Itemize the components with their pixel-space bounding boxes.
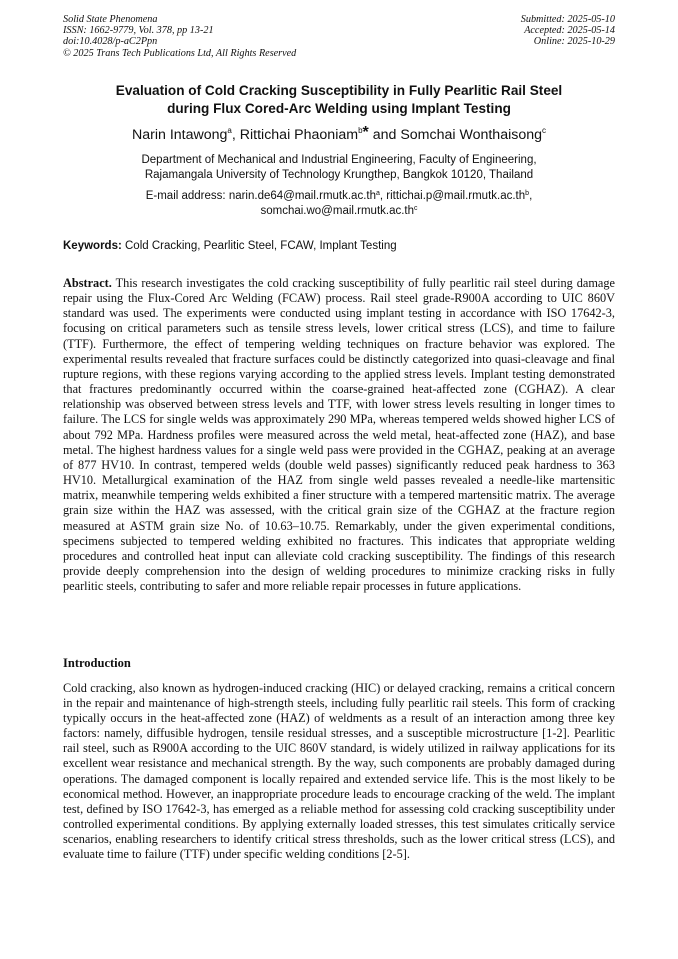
author-name: Somchai Wonthaisong	[400, 127, 543, 143]
author-affil-mark: a	[227, 126, 232, 135]
title-line-2: during Flux Cored-Arc Welding using Implant Testing	[167, 101, 511, 116]
journal-name: Solid State Phenomena	[63, 14, 158, 25]
abstract-text: This research investigates the cold cracking susceptibility of fully pearlitic rail steel during damage repair using the Flux-Cored Arc Welding (FCAW) process. Rail steel grade-R900A according to UIC 860V standard was used. The experiments were conducted using implant testing in accordance with ISO 17642-3, focusing on critical parameters such as tensile stress levels, lower critical stress (LCS), and time to failure (TTF). Furthermore, the effect of tempering welding techniques on fracture behavior was explored. The experimental results revealed that fracture surfaces could be distinctly categorized into quasi-cleavage and final rupture regions, with these regions varying according to the applied stress levels. Implant testing demonstrated that fractures predominantly occurred within the coarse-grained heat-affected zone (CGHAZ). A clear relationship was observed between stress levels and TTF, with lower stress levels resulting in longer times to failure. The LCS for single welds was approximately 290 MPa, whereas tempered welds showed higher LCS of about 792 MPa. Hardness profiles were measured across the weld metal, heat-affected zone (HAZ), and base metal. The highest hardness values for a single weld pass were provided in the CGHAZ, peaking at an average of 877 HV10. In contrast, tempered welds (double weld passes) significantly reduced peak hardness to 363 HV10. Metallurgical examination of the HAZ from single weld passes revealed a needle-like martensitic matrix, meanwhile tempering welds exhibited a finer structure with a tempered martensitic matrix. The average grain size within the HAZ was assessed, with the critical grain size of the CGHAZ at the fracture region measured at ASTM grain size No. of 10.63–10.75. Remarkably, under the given experimental conditions, specimens subjected to tempered welding exhibited no fractures. This indicates that appropriate welding procedures and controlled heat input can alleviate cold cracking susceptibility. The findings of this research provide deeply comprehension into the design of welding procedures to minimize cracking risks in fully pearlitic steels, contributing to safer and more reliable repair processes in future applications.	[63, 276, 615, 594]
issn-line: ISSN: 1662-9779, Vol. 378, pp 13-21	[63, 25, 214, 37]
corresponding-author-star: *	[362, 124, 369, 141]
keywords	[63, 239, 615, 254]
doi-line: doi:10.4028/p-aC2Ppn	[63, 36, 158, 48]
author-affil-mark: c	[542, 126, 547, 135]
author-list	[63, 126, 615, 144]
email-affil-mark: c	[414, 205, 418, 212]
email-affil-mark: b	[525, 190, 530, 197]
email-address[interactable]: somchai.wo@mail.rmutk.ac.th	[260, 205, 415, 217]
author-separator: ,	[231, 127, 240, 143]
affiliation	[63, 153, 615, 183]
introduction-heading: Introduction	[63, 656, 131, 670]
affiliation-line-2: Rajamangala University of Technology Krungthep, Bangkok 10120, Thailand	[144, 169, 534, 181]
author-name: Narin Intawong	[131, 127, 228, 143]
submitted-date: Submitted: 2025-05-10	[520, 14, 615, 25]
email-address[interactable]: rittichai.p@mail.rmutk.ac.th	[386, 190, 526, 202]
abstract-label: Abstract.	[63, 276, 112, 290]
email-address[interactable]: narin.de64@mail.rmutk.ac.th	[228, 190, 376, 202]
paper-title	[63, 82, 615, 118]
author-affil-mark: b	[358, 126, 363, 135]
keywords-text: Cold Cracking, Pearlitic Steel, FCAW, Implant Testing	[121, 240, 397, 252]
journal-header	[63, 14, 296, 59]
email-affil-mark: a	[376, 190, 380, 197]
copyright-line: © 2025 Trans Tech Publications Ltd, All Rights Reserved	[63, 47, 297, 59]
affiliation-line-1: Department of Mechanical and Industrial Engineering, Faculty of Engineering,	[141, 154, 537, 166]
online-date: Online: 2025-10-29	[533, 36, 615, 48]
dates-header	[521, 14, 615, 48]
abstract	[63, 276, 615, 594]
accepted-date: Accepted: 2025-05-14	[524, 25, 615, 37]
title-line-1: Evaluation of Cold Cracking Susceptibility in Fully Pearlitic Rail Steel	[115, 83, 563, 98]
introduction-text: Cold cracking, also known as hydrogen-induced cracking (HIC) or delayed cracking, remains a critical concern in the repair and maintenance of high-strength steels, including fully pearlitic rail steels. This form of cracking typically occurs in the heat-affected zone (HAZ) of weldments as a result of an interaction among three key factors: namely, diffusible hydrogen, tensile residual stresses, and a susceptible microstructure [1-2]. Pearlitic rail steel, such as R900A according to the UIC 860V standard, is widely utilized in railway applications for its excellent wear resistance and mechanical strength. By the way, such components are probably damaged during operations. The damaged component is locally repaired and extended service life. This is the most likely to be economical method. However, an inappropriate procedure leads to encourage cracking of the weld. The implant test, defined by ISO 17642-3, has emerged as a reliable method for assessing cold cracking susceptibility under controlled experimental conditions. By applying externally loaded stresses, this test simulates critically service scenarios, enabling researchers to identify critical stress thresholds, such as the lower critical stress (LCS), and evaluate time to failure (TTF) under specific welding conditions [2-5].	[63, 681, 615, 862]
keywords-label: Keywords:	[63, 240, 122, 252]
email-block: E-mail address: $narin.de64@mail.rmutk.ac.th^a$, $rittichai.p@mail.rmutk.ac.th^b$, $somchai.wo@mail.rmutk.ac.th^c$	[145, 190, 533, 217]
author-name: Rittichai Phaoniam	[239, 127, 359, 143]
author-separator: and	[368, 127, 401, 143]
email-label: E-mail address:	[145, 190, 229, 202]
